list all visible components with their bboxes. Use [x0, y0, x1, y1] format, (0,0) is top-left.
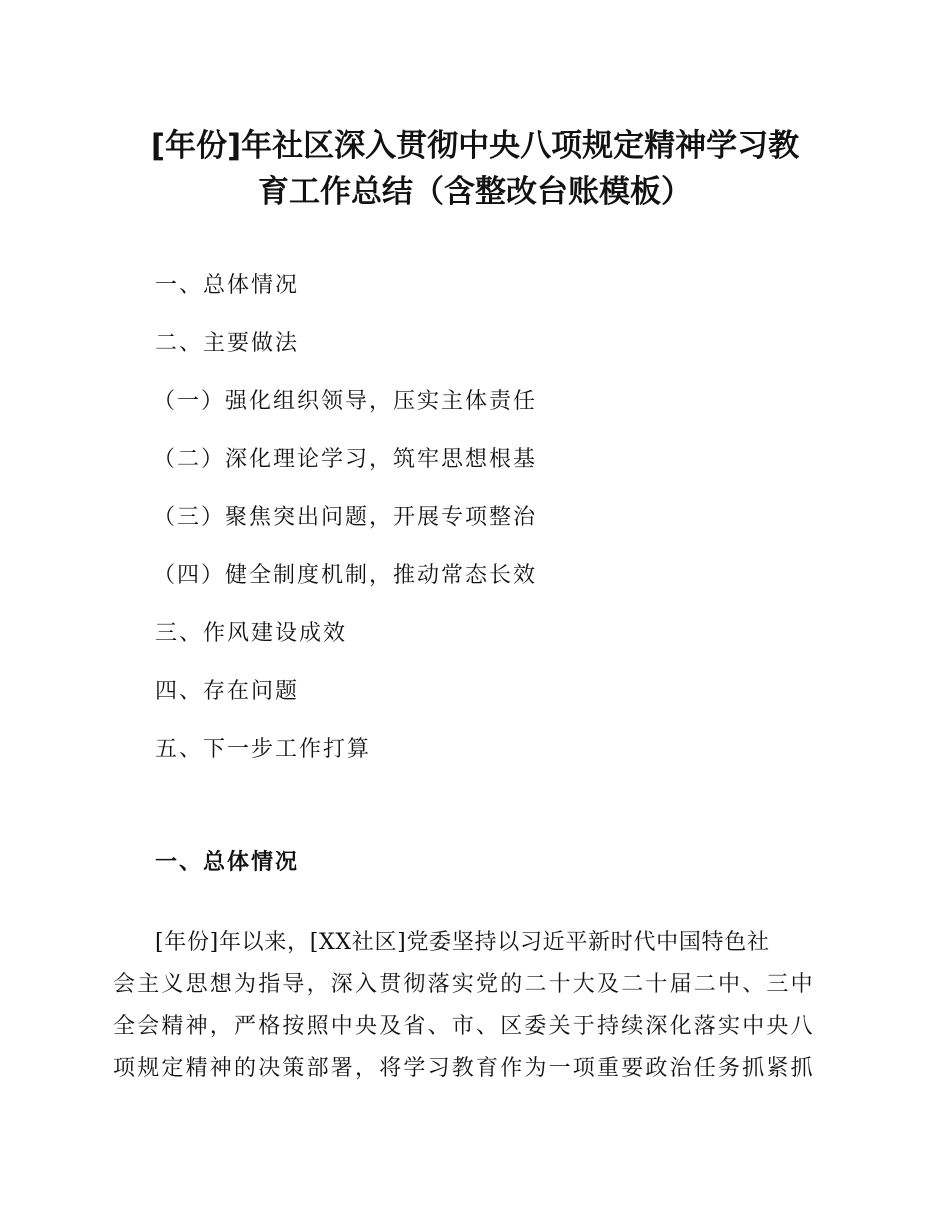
document-title-line-1: [年份]年社区深入贯彻中央八项规定精神学习教: [150, 128, 800, 164]
toc-item-main-practices: 二、主要做法: [155, 331, 300, 356]
section-heading-overview: 一、总体情况: [155, 850, 300, 876]
toc-item-organization-leadership: （一）强化组织领导，压实主体责任: [153, 389, 538, 414]
paragraph-line: 项规定精神的决策部署，将学习教育作为一项重要政治任务抓紧抓: [113, 1056, 815, 1081]
paragraph-line: 全会精神，严格按照中央及省、市、区委关于持续深化落实中央八: [113, 1014, 815, 1039]
toc-item-overview: 一、总体情况: [155, 273, 300, 298]
toc-item-next-steps: 五、下一步工作打算: [155, 737, 372, 762]
toc-item-special-rectification: （三）聚焦突出问题，开展专项整治: [153, 505, 538, 530]
toc-item-institutional-mechanism: （四）健全制度机制，推动常态长效: [153, 563, 538, 588]
paragraph-line: 会主义思想为指导，深入贯彻落实党的二十大及二十届二中、三中: [113, 972, 815, 997]
document-title-line-2: 育工作总结（含整改台账模板）: [258, 174, 692, 210]
toc-item-results: 三、作风建设成效: [155, 621, 348, 646]
toc-item-problems: 四、存在问题: [155, 679, 300, 704]
paragraph-line: [年份]年以来，[XX社区]党委坚持以习近平新时代中国特色社: [155, 930, 770, 955]
toc-item-theory-study: （二）深化理论学习，筑牢思想根基: [153, 447, 538, 472]
